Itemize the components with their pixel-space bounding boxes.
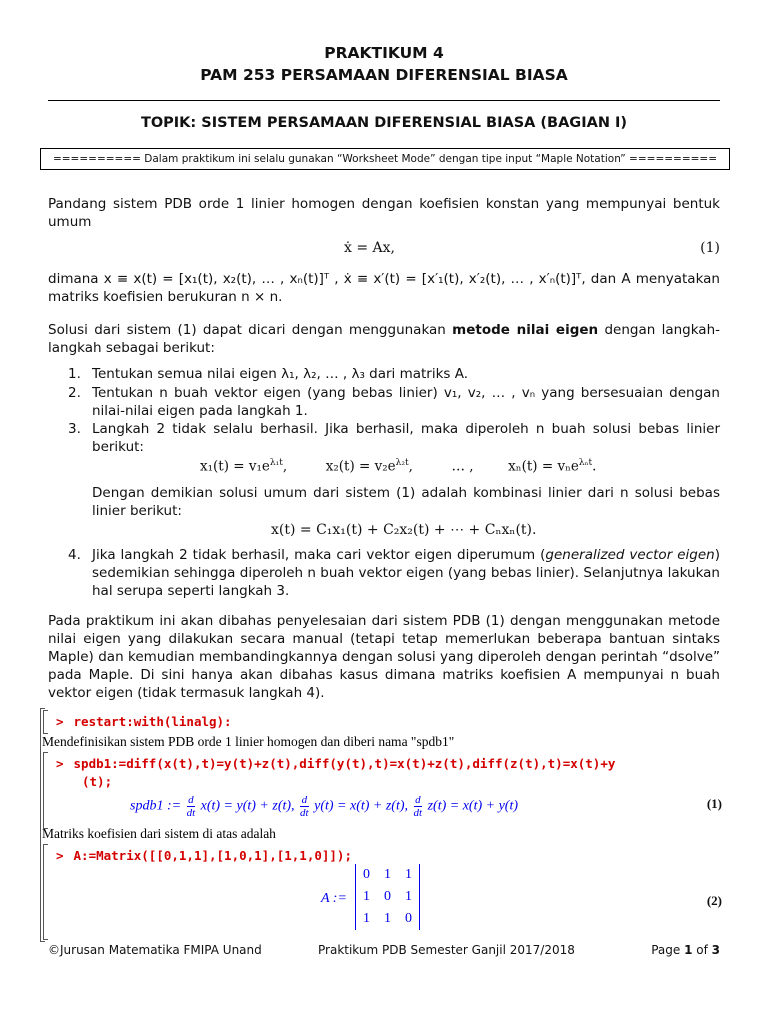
output-1-name: spdb1 := [130,798,182,814]
footer-left: ©Jurusan Matematika FMIPA Unand [48,943,262,957]
output-1-eq-a: x(t) = y(t) + z(t), [200,798,295,814]
maple-command-2: spdb1:=diff(x(t),t)=y(t)+z(t),diff(y(t),t)=x(t)+z(t),diff(z(t),t)=x(t)+y [73,756,616,771]
derivative-operator [187,794,196,819]
group-bracket-1 [43,710,48,734]
step-3-solutions: $x_1(t) = v_1e^{\lambda_1t}$, $x_2(t) = v_2e^{\lambda_2t}$, … , xₙ(t) = vₙe$^{\lambda_nt}$. [200,458,597,475]
matrix-row [356,886,420,908]
page-total: 3 [711,943,720,957]
intro-p3-before: Solusi dari sistem (1) dapat dicari dengan menggunakan [48,322,453,338]
intro-paragraph-3 [48,321,720,357]
matrix-cell: 0 [384,889,391,904]
step-1 [68,365,720,383]
solution-n: xₙ(t) = vₙe [508,458,579,475]
intro-paragraph-1: Pandang sistem PDB orde 1 linier homogen dengan koefisien konstan yang mempunyai bentuk umum [48,196,720,230]
step-text: Tentukan n buah vektor eigen (yang bebas linier) v₁, v₂, … , vₙ yang bersesuaian dengan nilai-nilai eigen pada langkah 1. [92,385,720,419]
matrix-cell: 1 [405,889,412,904]
maple-input-3[interactable] [56,848,352,863]
fraction-numerator: d [188,794,194,806]
output-1-label: (1) [706,796,722,811]
step-4-text-after: ) sedemikian sehingga diperoleh n buah vektor eigen (yang bebas linier). Selanjutnya lakukan hal serupa seperti langkah 3. [92,547,720,599]
step-number: 3. [68,421,81,437]
solution-ellipsis: … , [451,458,474,475]
header-rule [48,100,720,101]
fraction-denominator: dt [413,807,423,819]
maple-text-1: Mendefinisikan sistem PDB orde 1 linier homogen dan diberi nama "spdb1" [42,734,455,749]
derivative-operator [300,794,309,819]
worksheet-mode-note: ========== Dalam praktikum ini selalu gunakan “Worksheet Mode” dengan tipe input “Maple Notation” ========== [40,148,730,170]
step-text: Tentukan semua nilai eigen λ₁, λ₂, … , λ₃ dari matriks A. [92,366,469,382]
solution-1: x₁(t) = v₁e [200,458,270,475]
matrix-cell: 1 [363,911,370,926]
maple-input-2-continued[interactable]: (t); [82,774,113,789]
solution-n-exponent: λₙt [578,458,593,468]
group-bracket-3 [43,844,48,940]
page-prefix: Page [651,943,685,957]
matrix-cell: 1 [363,889,370,904]
fraction-numerator: d [301,794,308,806]
maple-text-2: Matriks koefisien dari sistem di atas adalah [42,826,276,841]
maple-command-1: restart:with(linalg): [73,714,232,729]
title-line-1: PRAKTIKUM 4 [324,44,444,62]
intro-paragraph-2: dimana x ≡ x(t) = [x₁(t), x₂(t), … , xₙ(t)]ᵀ , ẋ ≡ x′(t) = [x′₁(t), x′₂(t), … , x′ₙ(t)]ᵀ, dan A menyatakan matriks koefisien berukuran n × n. [48,271,720,305]
intro-p3-bold: metode nilai eigen [452,322,599,338]
maple-worksheet [40,708,728,940]
page-mid: of [692,943,712,957]
step-4 [68,546,720,600]
page-number [651,943,720,957]
footer-center: Praktikum PDB Semester Ganjil 2017/2018 [318,943,575,957]
maple-prompt: > [56,848,64,863]
topic-heading: TOPIK: SISTEM PERSAMAAN DIFERENSIAL BIASA (BAGIAN I) [140,115,628,131]
equation-1: ẋ = Ax, [344,240,395,256]
paragraph-4: Pada praktikum ini akan dibahas penyelesaian dari sistem PDB (1) dengan menggunakan metode nilai eigen yang dilakukan secara manual (tetapi tetap memerlukan beberapa bantuan sintaks Maple) dan kemudian membandingkannya dengan solusi yang diperoleh dengan perintah “dsolve” pada Maple. Di sini hanya akan dibahas kasus dimana matriks koefisien A mempunyai n buah vektor eigen (tidak termasuk langkah 4). [48,613,720,701]
matrix-row [356,864,420,886]
matrix-row [356,908,420,930]
intro-p3-after: dengan langkah-langkah sebagai berikut: [48,322,720,356]
derivative-operator [414,794,423,819]
output-1-eq-c: z(t) = x(t) + y(t) [427,798,519,814]
fraction-numerator: d [415,794,421,806]
title-line-2: PAM 253 PERSAMAAN DIFERENSIAL BIASA [200,66,568,84]
matrix-cell: 0 [363,867,370,882]
matrix-cell: 1 [384,911,391,926]
maple-command-3: A:=Matrix([[0,1,1],[1,0,1],[1,1,0]]); [73,848,352,863]
output-2-label: (2) [706,893,722,908]
step-number: 2. [68,385,81,401]
matrix-cell: 1 [405,867,412,882]
group-bracket-2 [43,752,48,829]
equation-1-number: (1) [700,240,720,256]
maple-input-2[interactable] [56,756,615,771]
step-4-text-before: Jika langkah 2 tidak berhasil, maka cari vektor eigen diperumum ( [92,547,546,563]
step-3 [68,420,720,456]
maple-output-1 [130,794,518,819]
solution-2: x₂(t) = v₂e [325,458,396,475]
fraction-denominator: dt [300,807,309,819]
step-number: 1. [68,366,81,382]
output-1-eq-b: y(t) = x(t) + z(t), [314,798,409,814]
page-current: 1 [684,943,693,957]
step-number: 4. [68,547,81,563]
step-2 [68,384,720,420]
coefficient-matrix [355,864,420,930]
fraction-denominator: dt [186,807,196,819]
maple-prompt: > [56,756,64,771]
solution-2-exponent: λ₂t [395,458,409,468]
step-4-text-italic: generalized vector eigen [545,547,715,563]
step-3-continuation: Dengan demikian solusi umum dari sistem (1) adalah kombinasi linier dari n solusi bebas linier berikut: [92,485,720,519]
general-solution: x(t) = C₁x₁(t) + C₂x₂(t) + ⋯ + Cₙxₙ(t). [271,522,537,538]
matrix-cell: 0 [405,911,412,926]
output-2-name: A := [321,891,347,906]
maple-input-1[interactable] [56,714,232,729]
step-text: Langkah 2 tidak selalu berhasil. Jika berhasil, maka diperoleh n buah solusi bebas linier berikut: [92,421,720,455]
solution-1-exponent: λ₁t [269,458,283,468]
maple-prompt: > [56,714,64,729]
matrix-cell: 1 [384,867,391,882]
